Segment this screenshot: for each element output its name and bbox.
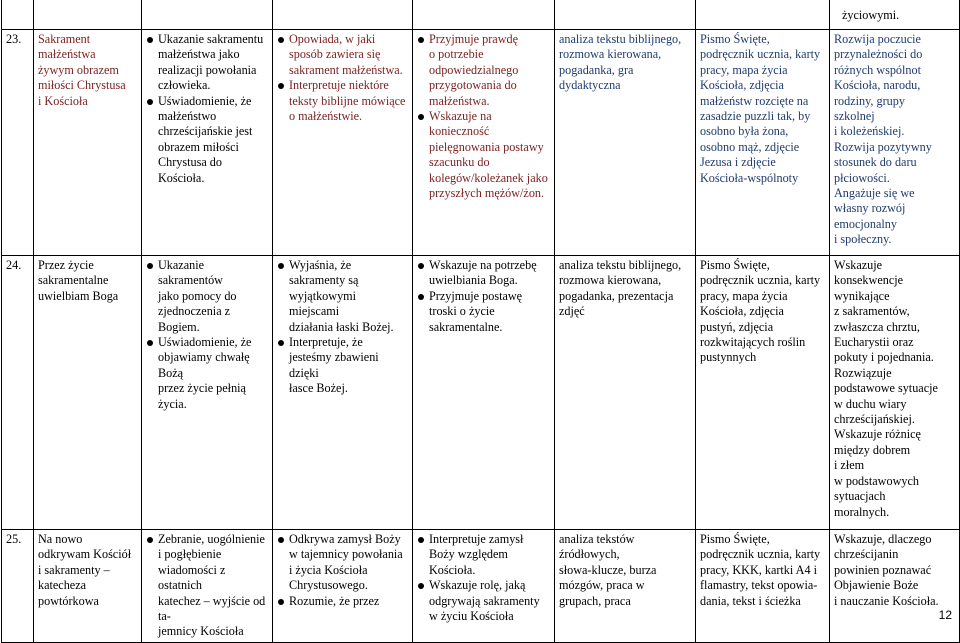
bullet-item: [146, 532, 269, 640]
text-line: pracy, mapa życia: [700, 62, 788, 77]
education-fragment: życiowymi.: [842, 7, 900, 22]
attitudes-list: [417, 532, 551, 624]
bullet-item: [146, 258, 269, 335]
bullet-line: jesteśmy zbawieni dzięki: [289, 350, 379, 380]
text-line: Eucharystii oraz: [834, 335, 914, 350]
text-line: Kościoła-wspólnoty: [700, 170, 799, 185]
bullet-item: [417, 578, 551, 624]
text-line: sakramentalne: [38, 273, 109, 288]
cell-empty: [696, 0, 830, 30]
bullet-line: Chrystusowego.: [289, 578, 368, 593]
bullet-item: [417, 32, 551, 109]
cell-empty: [273, 0, 413, 30]
text-line: między dobrem: [834, 442, 911, 457]
bullet-item: [417, 258, 551, 289]
bullet-item: [146, 94, 269, 186]
methods-text: [559, 32, 692, 94]
goals-list: [146, 258, 269, 412]
text-line: małżeństwa: [38, 47, 96, 62]
text-line: źródłowych,: [559, 547, 620, 562]
text-line: pracy, mapa życia: [700, 288, 788, 303]
text-line: pogadanka, prezentacja: [559, 288, 674, 303]
attitudes-list: [417, 258, 551, 335]
text-line: chrześcijańskiej.: [834, 412, 915, 427]
text-line: zasadzie puzzli tak, by: [700, 109, 811, 124]
text-line: i Kościoła: [38, 93, 88, 108]
topic-text: [38, 32, 138, 109]
text-line: katecheza: [38, 578, 87, 593]
text-line: konsekwencje: [834, 273, 904, 288]
bullet-line: Chrystusa do Kościoła.: [158, 155, 222, 185]
methods-text: [559, 532, 692, 609]
cell-education-fragment: [830, 0, 960, 30]
cell-nr: [2, 530, 34, 643]
text-line: analiza tekstu biblijnego,: [559, 32, 682, 46]
text-line: mózgów, praca w: [559, 578, 645, 593]
text-line: podręcznik ucznia, karty: [700, 273, 821, 288]
knowledge-list: [277, 258, 409, 397]
topic-text: [38, 258, 138, 304]
text-line: Rozwiązuje: [834, 365, 892, 380]
text-line: Wskazuje, dlaczego: [834, 532, 932, 546]
bullet-line: Wskazuje na potrzebę: [429, 258, 537, 272]
bullet-line: przygotowania do: [429, 78, 517, 93]
bullet-item: [277, 594, 409, 609]
methods-text: [559, 258, 692, 320]
text-line: uwielbiam Boga: [38, 288, 119, 303]
text-line: analiza tekstu biblijnego,: [559, 258, 682, 272]
cell-attitudes: [413, 256, 555, 530]
text-line: grupach, praca: [559, 593, 631, 608]
bullet-item: [277, 532, 409, 594]
bullet-line: Zebranie, uogólnienie: [158, 532, 265, 546]
bullet-line: człowieka.: [158, 78, 211, 93]
text-line: płciowości.: [834, 170, 890, 185]
education-text: [834, 258, 956, 520]
bullet-line: o potrzebie: [429, 47, 484, 62]
text-line: Przez życie: [38, 258, 94, 272]
text-line: Kościoła, narodu,: [834, 78, 921, 93]
bullet-line: o małżeństwie.: [289, 109, 363, 124]
bullet-line: wyjątkowymi miejscami: [289, 288, 357, 319]
bullet-line: Opowiada, w jaki: [289, 32, 376, 46]
education-text: [834, 532, 956, 609]
bullet-item: [417, 289, 551, 335]
bullet-line: realizacji powołania: [158, 62, 257, 77]
text-line: Kościoła, zdjęcia: [700, 78, 784, 93]
bullet-line: jako pomocy do: [158, 288, 237, 303]
text-line: żywym obrazem: [38, 62, 119, 77]
bullet-line: katechez – wyjście od ta-: [158, 593, 266, 624]
text-line: chrześcijanin: [834, 547, 899, 562]
education-text: [834, 32, 956, 248]
bullet-item: [277, 78, 409, 124]
text-line: małżeństw rozcięte na: [700, 93, 809, 108]
attitudes-list: [417, 32, 551, 201]
row-number: 24.: [6, 258, 22, 272]
bullet-line: małżeństwa.: [429, 93, 490, 108]
goals-list: [146, 532, 269, 640]
text-line: w podstawowych: [834, 473, 919, 488]
bullet-line: Wyjaśnia, że: [289, 258, 352, 272]
cell-attitudes: [413, 30, 555, 256]
text-line: pustynnych: [700, 350, 757, 365]
text-line: emocjonalny: [834, 216, 897, 231]
cell-empty: [142, 0, 273, 30]
bullet-line: kolegów/koleżanek jako: [429, 170, 548, 185]
bullet-line: Odkrywa zamysł Boży: [289, 532, 401, 546]
bullet-line: Uświadomienie, że: [158, 93, 252, 108]
text-line: rozmowa kierowana,: [559, 273, 662, 288]
text-line: pracy, KKK, kartki A4 i: [700, 562, 817, 577]
cell-empty: [555, 0, 696, 30]
bullet-line: przez życie pełnią życia.: [158, 381, 246, 411]
text-line: słowa-klucze, burza: [559, 562, 657, 577]
text-line: Wskazuje różnicę: [834, 427, 921, 442]
text-line: podstawowe sytuacje: [834, 381, 938, 396]
cell-education: [830, 256, 960, 530]
text-line: szkolnej: [834, 109, 875, 124]
bullet-item: [417, 109, 551, 201]
bullet-item: [146, 335, 269, 412]
text-line: zdjęć: [559, 304, 585, 319]
text-line: własny rozwój: [834, 201, 906, 216]
bullet-line: sakramentalne.: [429, 319, 503, 334]
row-number: 23.: [6, 32, 22, 46]
text-line: moralnych.: [834, 504, 890, 519]
text-line: i społeczny.: [834, 232, 892, 247]
bullet-line: teksty biblijne mówiące: [289, 93, 406, 108]
table-row-continuation: [2, 0, 960, 30]
cell-aids: [696, 256, 830, 530]
text-line: osobno mąż, zdjęcie: [700, 139, 800, 154]
bullet-line: łasce Bożej.: [289, 381, 348, 396]
bullet-line: małżeństwa jako: [158, 47, 240, 62]
aids-text: [700, 32, 826, 186]
cell-goals: [142, 256, 273, 530]
bullet-line: Interpretuje niektóre: [289, 78, 389, 93]
cell-goals: [142, 30, 273, 256]
cell-knowledge: [273, 256, 413, 530]
cell-topic: [34, 30, 142, 256]
bullet-item: [277, 335, 409, 397]
text-line: w duchu wiary: [834, 396, 907, 411]
text-line: Na nowo: [38, 532, 83, 546]
row-number: 25.: [6, 532, 22, 546]
text-line: odkrywam Kościół: [38, 547, 132, 562]
text-line: stosunek do daru: [834, 155, 917, 170]
bullet-line: sakrament małżeństwa.: [289, 62, 403, 77]
text-line: pustyń, zdjęcia: [700, 319, 774, 334]
text-line: Sakrament: [38, 32, 91, 46]
bullet-line: objawiamy chwałę Bożą: [158, 350, 250, 380]
bullet-line: troski o życie: [429, 304, 495, 319]
text-line: Angażuje się we: [834, 186, 915, 201]
bullet-item: [277, 258, 409, 335]
cell-empty: [413, 0, 555, 30]
bullet-line: sposób zawiera się: [289, 47, 381, 62]
text-line: i złem: [834, 458, 865, 473]
bullet-item: [146, 32, 269, 94]
text-line: i nauczanie Kościoła.: [834, 593, 939, 608]
bullet-line: odgrywają sakramenty: [429, 593, 540, 608]
text-line: wynikające: [834, 288, 890, 303]
text-line: Jezusa i zdjęcie: [700, 155, 776, 170]
page-number: 12: [938, 608, 952, 622]
text-line: Pismo Święte,: [700, 258, 770, 272]
bullet-line: w tajemnicy powołania: [289, 547, 403, 562]
cell-education: [830, 30, 960, 256]
text-line: dania, tekst i ścieżka: [700, 593, 801, 608]
bullet-line: działania łaski Bożej.: [289, 319, 394, 334]
text-line: pokuty i pojednania.: [834, 350, 934, 365]
bullet-line: Ukazanie sakramentów: [158, 258, 223, 288]
topic-text: [38, 532, 138, 609]
bullet-line: Wskazuje na: [429, 109, 492, 124]
bullet-line: chrześcijańskie jest: [158, 124, 253, 139]
bullet-line: Interpretuje zamysł: [429, 532, 524, 546]
bullet-line: Przyjmuje postawę: [429, 288, 523, 303]
cell-education: [830, 530, 960, 643]
bullet-line: pielęgnowania postawy: [429, 139, 544, 154]
text-line: analiza tekstów: [559, 532, 635, 546]
bullet-line: w życiu Kościoła: [429, 609, 514, 624]
text-line: różnych wspólnot: [834, 62, 921, 77]
text-line: dydaktyczna: [559, 78, 621, 93]
text-line: powinien poznawać: [834, 562, 932, 577]
bullet-line: Boży względem Kościoła.: [429, 547, 508, 577]
table-row: [2, 256, 960, 530]
text-line: i koleżeńskiej.: [834, 124, 905, 139]
lesson-plan-table: [1, 0, 960, 643]
cell-methods: [555, 530, 696, 643]
text-line: pogadanka, gra: [559, 62, 634, 77]
cell-aids: [696, 30, 830, 256]
bullet-line: Przyjmuje prawdę: [429, 32, 519, 46]
text-line: flamastry, tekst opowia-: [700, 578, 818, 593]
cell-empty: [34, 0, 142, 30]
text-line: osobno była żona,: [700, 124, 789, 139]
text-line: z sakramentów,: [834, 304, 910, 319]
cell-knowledge: [273, 30, 413, 256]
knowledge-list: [277, 32, 409, 124]
text-line: Kościoła, zdjęcia: [700, 304, 784, 319]
cell-attitudes: [413, 530, 555, 643]
bullet-line: i pogłębienie: [158, 547, 222, 562]
text-line: rodziny, grupy: [834, 93, 905, 108]
cell-empty: [2, 0, 34, 30]
text-line: Objawienie Boże: [834, 578, 919, 593]
bullet-line: małżeństwo: [158, 109, 217, 124]
cell-topic: [34, 530, 142, 643]
bullet-line: zjednoczenia z Bogiem.: [158, 304, 231, 334]
bullet-line: Uświadomienie, że: [158, 335, 252, 350]
cell-aids: [696, 530, 830, 643]
text-line: Pismo Święte,: [700, 532, 770, 546]
cell-nr: [2, 30, 34, 256]
text-line: rozmowa kierowana,: [559, 47, 662, 62]
text-line: powtórkowa: [38, 593, 99, 608]
goals-list: [146, 32, 269, 186]
cell-topic: [34, 256, 142, 530]
text-line: Rozwija poczucie: [834, 32, 921, 46]
table-row: [2, 30, 960, 256]
text-line: miłości Chrystusa: [38, 78, 126, 93]
knowledge-list: [277, 532, 409, 609]
text-line: i sakramenty –: [38, 562, 110, 577]
text-line: zwłaszcza chrztu,: [834, 319, 920, 334]
table-row: [2, 530, 960, 643]
bullet-item: [417, 532, 551, 578]
bullet-line: Rozumie, że przez: [289, 593, 380, 608]
bullet-item: [277, 32, 409, 78]
bullet-line: przyszłych mężów/żon.: [429, 186, 545, 201]
bullet-line: Wskazuje rolę, jaką: [429, 578, 526, 593]
bullet-line: sakramenty są: [289, 273, 359, 288]
bullet-line: szacunku do: [429, 155, 490, 170]
bullet-line: i życia Kościoła: [289, 562, 368, 577]
text-line: podręcznik ucznia, karty: [700, 47, 821, 62]
aids-text: [700, 532, 826, 609]
text-line: Rozwija pozytywny: [834, 139, 932, 154]
aids-text: [700, 258, 826, 366]
bullet-line: Ukazanie sakramentu: [158, 32, 264, 46]
text-line: Wskazuje: [834, 258, 883, 272]
bullet-line: Interpretuje, że: [289, 335, 363, 350]
bullet-line: konieczność: [429, 124, 490, 139]
cell-nr: [2, 256, 34, 530]
cell-methods: [555, 30, 696, 256]
bullet-line: wiadomości z ostatnich: [158, 562, 226, 593]
text-line: rozkwitających roślin: [700, 335, 806, 350]
cell-goals: [142, 530, 273, 643]
text-line: sytuacjach: [834, 489, 886, 504]
bullet-line: odpowiedzialnego: [429, 62, 519, 77]
cell-knowledge: [273, 530, 413, 643]
bullet-line: jemnicy Kościoła: [158, 624, 244, 639]
cell-methods: [555, 256, 696, 530]
bullet-line: uwielbiania Boga.: [429, 273, 518, 288]
bullet-line: obrazem miłości: [158, 139, 239, 154]
text-line: podręcznik ucznia, karty: [700, 547, 821, 562]
text-line: Pismo Święte,: [700, 32, 770, 46]
text-line: przynależności do: [834, 47, 923, 62]
